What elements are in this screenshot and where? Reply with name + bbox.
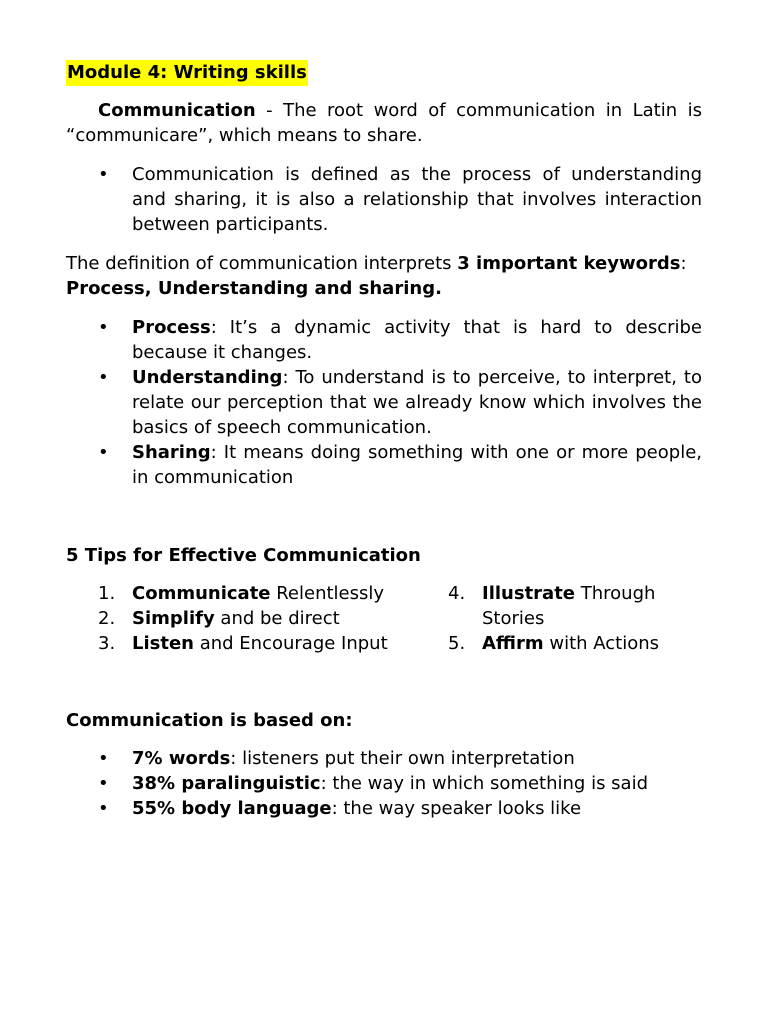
tip-bold: Illustrate: [482, 583, 576, 604]
intro-text: - The root word of communication in Latin is “communicare”, which means to share.: [66, 100, 702, 146]
tip-text: Relentlessly: [270, 583, 385, 604]
list-number: 2.: [98, 608, 116, 629]
bullet-icon: •: [98, 317, 109, 338]
list-number: 3.: [98, 633, 116, 654]
bullet-icon: •: [98, 367, 109, 388]
keyword-text: : To understand is to perceive, to interpret, to relate our perception that we already know which involves the basics of speech communication.: [132, 367, 702, 438]
definition-text: Communication is defined as the process of understanding and sharing, it is also a relationship that involves interaction between participants.: [132, 164, 702, 235]
module-title: Module 4: Writing skills: [66, 60, 308, 86]
list-item: [66, 365, 702, 440]
list-item: [416, 581, 702, 631]
bullet-icon: •: [98, 164, 109, 185]
list-number: 5.: [448, 633, 466, 654]
based-bold: 38% paralinguistic: [132, 773, 321, 794]
bullet-icon: •: [98, 798, 109, 819]
keywords-suffix: :: [680, 253, 687, 274]
bullet-icon: •: [98, 748, 109, 769]
list-item: [66, 746, 702, 771]
list-item: [66, 315, 702, 365]
tips-heading: 5 Tips for Effective Communication: [66, 545, 421, 566]
keywords-prefix: The definition of communication interprets: [66, 253, 458, 274]
list-number: 1.: [98, 583, 116, 604]
list-number: 4.: [448, 583, 466, 604]
tips-list-right: [416, 581, 702, 656]
keywords-bold: 3 important keywords: [457, 253, 681, 274]
intro-paragraph: [66, 98, 702, 148]
keyword-term: Process: [132, 317, 211, 338]
based-heading: Communication is based on:: [66, 710, 353, 731]
keyword-text: : It means doing something with one or more people, in communication: [132, 442, 702, 488]
tips-list-left: [66, 581, 416, 656]
tip-text: and Encourage Input: [193, 633, 388, 654]
keyword-term: Sharing: [132, 442, 211, 463]
tip-text: and be direct: [214, 608, 340, 629]
list-item: [66, 796, 702, 821]
list-item: [66, 631, 416, 656]
bullet-icon: •: [98, 442, 109, 463]
keywords-list: [66, 315, 702, 490]
based-text: : listeners put their own interpretation: [230, 748, 575, 769]
definition-list: [66, 162, 702, 237]
bullet-icon: •: [98, 773, 109, 794]
keyword-term: Understanding: [132, 367, 283, 388]
keywords-list-line: Process, Understanding and sharing.: [66, 278, 442, 299]
tip-text: with Actions: [543, 633, 660, 654]
intro-term: Communication: [98, 100, 256, 121]
document-page: [66, 60, 702, 821]
keyword-text: : It’s a dynamic activity that is hard to describe because it changes.: [132, 317, 702, 363]
tip-bold: Affirm: [482, 633, 544, 654]
based-text: : the way speaker looks like: [331, 798, 582, 819]
based-list: [66, 746, 702, 821]
based-text: : the way in which something is said: [320, 773, 649, 794]
based-bold: 7% words: [132, 748, 231, 769]
tip-bold: Simplify: [132, 608, 215, 629]
tip-bold: Communicate: [132, 583, 271, 604]
list-item: [66, 581, 416, 606]
tips-columns: [66, 581, 702, 656]
based-bold: 55% body language: [132, 798, 332, 819]
tip-bold: Listen: [132, 633, 194, 654]
tip-text: Through Stories: [482, 583, 656, 629]
list-item: [416, 631, 702, 656]
keywords-paragraph: [66, 251, 702, 276]
title-row: [66, 60, 702, 88]
list-item: [66, 771, 702, 796]
list-item: [66, 440, 702, 490]
list-item: [66, 606, 416, 631]
list-item: [66, 162, 702, 237]
